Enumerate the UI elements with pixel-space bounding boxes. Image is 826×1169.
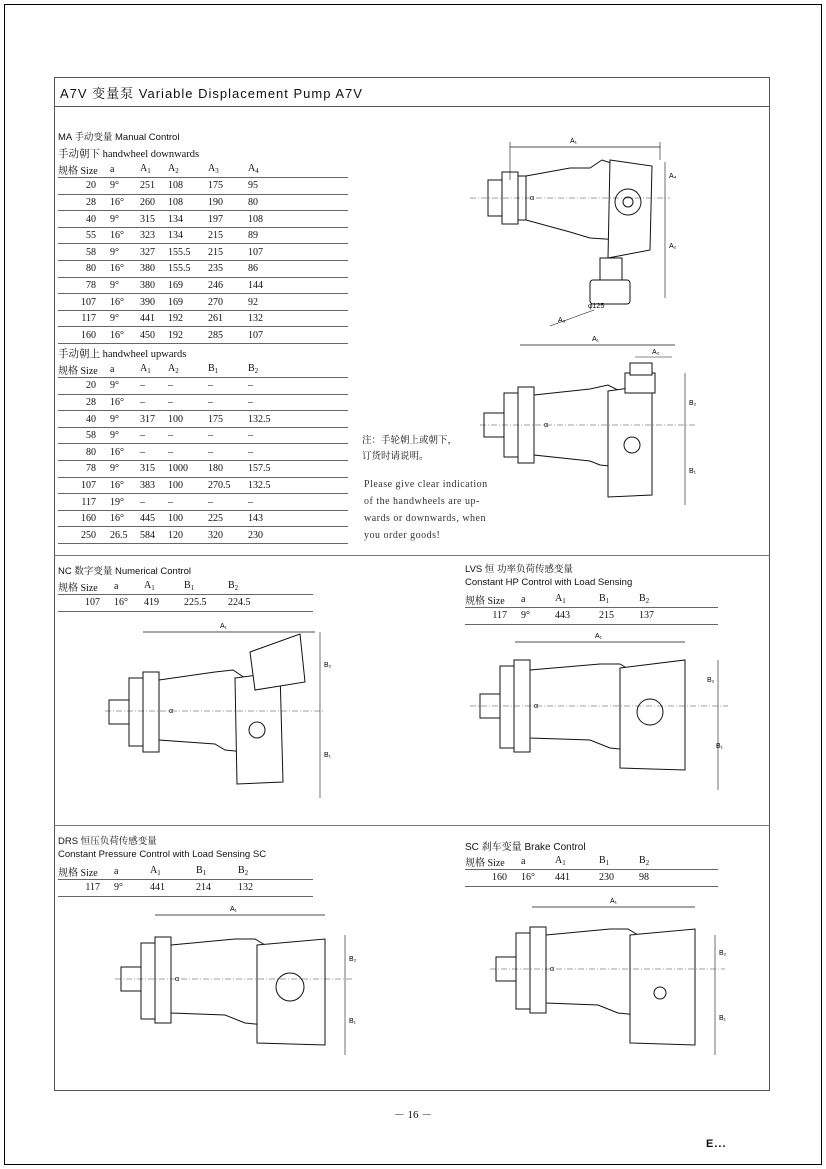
dim-label: A₃: [558, 317, 566, 324]
size-cell: 55: [58, 227, 110, 244]
column-header: $A_1$: [150, 863, 196, 880]
value-cell: 107: [248, 244, 290, 261]
value-cell: 143: [248, 510, 290, 527]
note-chinese: [362, 433, 457, 465]
value-cell: 169: [168, 294, 208, 311]
table-row: [58, 310, 348, 327]
size-cell: 58: [58, 244, 110, 261]
value-cell: 224.5: [228, 595, 272, 612]
drs-table: [58, 863, 313, 897]
value-cell: 9°: [110, 211, 140, 228]
column-header: $A_2$: [168, 161, 208, 178]
dim-label: B₁: [324, 752, 332, 759]
drs-heading: DRS 恒压负荷传感变量: [58, 836, 157, 847]
table-row: [58, 411, 348, 428]
table-header-row: [465, 591, 718, 608]
nc-table: [58, 578, 313, 612]
size-cell: 40: [58, 411, 110, 428]
value-cell: 9°: [110, 427, 140, 444]
value-cell: 89: [248, 227, 290, 244]
value-cell: 137: [639, 608, 679, 625]
note-english: [364, 476, 488, 544]
value-cell: 441: [140, 310, 168, 327]
size-cell: 117: [58, 310, 110, 327]
dim-label: α: [530, 195, 535, 202]
value-cell: 26.5: [110, 527, 140, 544]
table-row: [58, 427, 348, 444]
column-header: a: [114, 863, 150, 880]
value-cell: 9°: [110, 461, 140, 478]
value-cell: 100: [168, 411, 208, 428]
column-header: a: [521, 853, 555, 870]
table-row: [58, 261, 348, 278]
value-cell: 132.5: [248, 477, 290, 494]
value-cell: 235: [208, 261, 248, 278]
lvs-pump-drawing: [470, 630, 730, 795]
value-cell: 107: [248, 327, 290, 344]
value-cell: 445: [140, 510, 168, 527]
column-header: $A_1$: [555, 853, 599, 870]
column-header: $B_2$: [248, 361, 290, 378]
value-cell: 270.5: [208, 477, 248, 494]
value-cell: 380: [140, 261, 168, 278]
size-cell: 250: [58, 527, 110, 544]
nc-heading: NC 数字变量 Numerical Control: [58, 566, 192, 577]
value-cell: –: [140, 394, 168, 411]
value-cell: 584: [140, 527, 168, 544]
value-cell: –: [168, 394, 208, 411]
value-cell: 19°: [110, 494, 140, 511]
value-cell: 16°: [110, 477, 140, 494]
column-header: $B_1$: [196, 863, 238, 880]
value-cell: 16°: [110, 394, 140, 411]
value-cell: –: [208, 378, 248, 395]
value-cell: 215: [208, 227, 248, 244]
dim-label: B₂: [349, 956, 357, 963]
value-cell: 80: [248, 194, 290, 211]
table-header-row: [58, 578, 313, 595]
dim-label: α: [544, 422, 549, 429]
value-cell: 450: [140, 327, 168, 344]
value-cell: 315: [140, 211, 168, 228]
column-header: $B_1$: [599, 591, 639, 608]
value-cell: 169: [168, 277, 208, 294]
value-cell: 441: [555, 870, 599, 887]
table-row: [58, 510, 348, 527]
table-row: [58, 194, 348, 211]
value-cell: 175: [208, 411, 248, 428]
ma-upwards-pump-drawing: [480, 335, 705, 520]
sc-heading: SC 刹车变量 Brake Control: [465, 842, 586, 853]
value-cell: 132: [238, 880, 280, 897]
value-cell: 225: [208, 510, 248, 527]
value-cell: –: [168, 494, 208, 511]
value-cell: –: [248, 444, 290, 461]
column-header: $A_1$: [555, 591, 599, 608]
dim-label: A₁: [595, 633, 603, 640]
value-cell: 16°: [521, 870, 555, 887]
size-cell: 28: [58, 194, 110, 211]
size-cell: 160: [465, 870, 521, 887]
value-cell: –: [208, 494, 248, 511]
sc-table: [465, 853, 718, 887]
dim-label: A₁: [230, 906, 238, 913]
table-row: [58, 444, 348, 461]
column-header: a: [521, 591, 555, 608]
value-cell: 1000: [168, 461, 208, 478]
ma-down-label: 手动朝下 handwheel downwards: [58, 149, 200, 160]
value-cell: –: [140, 494, 168, 511]
column-header: a: [110, 161, 140, 178]
value-cell: 317: [140, 411, 168, 428]
column-header: a: [114, 578, 144, 595]
value-cell: 16°: [110, 227, 140, 244]
size-cell: 107: [58, 595, 114, 612]
table-row: [58, 494, 348, 511]
value-cell: 9°: [110, 310, 140, 327]
value-cell: 192: [168, 310, 208, 327]
page-number: － 16 －: [393, 1109, 433, 1121]
ma-heading: MA 手动变量 Manual Control: [58, 132, 180, 143]
ma-up-label: 手动朝上 handwheel upwards: [58, 349, 187, 360]
value-cell: 9°: [110, 244, 140, 261]
lvs-heading: LVS 恒 功率负荷传感变量: [465, 564, 574, 575]
column-header: 规格 Size: [465, 853, 521, 870]
size-cell: 160: [58, 327, 110, 344]
table-row: [58, 378, 348, 395]
column-header: $A_1$: [140, 361, 168, 378]
value-cell: –: [208, 394, 248, 411]
note-en-line: wards or downwards, when: [364, 513, 486, 524]
drs-subheading: Constant Pressure Control with Load Sensing SC: [58, 849, 267, 860]
dim-label: B₂: [324, 662, 332, 669]
value-cell: 16°: [110, 294, 140, 311]
value-cell: 108: [168, 178, 208, 195]
table-header-row: [465, 853, 718, 870]
value-cell: 270: [208, 294, 248, 311]
value-cell: 108: [168, 194, 208, 211]
column-header: $B_2$: [238, 863, 280, 880]
size-cell: 107: [58, 477, 110, 494]
value-cell: 261: [208, 310, 248, 327]
size-cell: 117: [465, 608, 521, 625]
value-cell: 16°: [110, 327, 140, 344]
value-cell: 100: [168, 477, 208, 494]
column-header: $B_1$: [184, 578, 228, 595]
dim-label: B₂: [719, 950, 727, 957]
drs-pump-drawing: [115, 905, 355, 1065]
value-cell: 134: [168, 227, 208, 244]
size-cell: 28: [58, 394, 110, 411]
size-cell: 40: [58, 211, 110, 228]
column-header: $A_3$: [208, 161, 248, 178]
column-header: $A_4$: [248, 161, 290, 178]
value-cell: 215: [599, 608, 639, 625]
value-cell: 9°: [521, 608, 555, 625]
section-divider: [54, 555, 770, 556]
value-cell: 251: [140, 178, 168, 195]
note-cn-line: 订货时请说明。: [362, 451, 429, 462]
dim-label: B₁: [349, 1018, 357, 1025]
value-cell: 16°: [110, 194, 140, 211]
value-cell: 214: [196, 880, 238, 897]
lvs-table: [465, 591, 718, 625]
size-cell: 117: [58, 880, 114, 897]
value-cell: 16°: [110, 261, 140, 278]
ma-downwards-pump-drawing: [470, 130, 695, 330]
note-en-line: of the handwheels are up-: [364, 496, 480, 507]
dim-label: α: [169, 708, 174, 715]
value-cell: –: [248, 378, 290, 395]
note-en-line: Please give clear indication: [364, 479, 488, 490]
column-header: 规格 Size: [58, 161, 110, 178]
sc-pump-drawing: [490, 895, 730, 1065]
value-cell: 95: [248, 178, 290, 195]
value-cell: –: [248, 394, 290, 411]
dim-label: α: [534, 703, 539, 710]
value-cell: –: [248, 427, 290, 444]
dim-label: A₂: [652, 349, 660, 356]
value-cell: –: [168, 378, 208, 395]
value-cell: –: [208, 427, 248, 444]
value-cell: 285: [208, 327, 248, 344]
dim-label: A₂: [669, 243, 677, 250]
size-cell: 80: [58, 261, 110, 278]
table-row: [58, 244, 348, 261]
dim-label: B₁: [689, 468, 697, 475]
table-row: [58, 227, 348, 244]
value-cell: 215: [208, 244, 248, 261]
value-cell: –: [208, 444, 248, 461]
value-cell: 246: [208, 277, 248, 294]
value-cell: 419: [144, 595, 184, 612]
note-en-line: you order goods!: [364, 530, 441, 541]
value-cell: 108: [248, 211, 290, 228]
size-cell: 20: [58, 178, 110, 195]
table-header-row: [58, 863, 313, 880]
value-cell: –: [140, 378, 168, 395]
dim-label: α: [175, 976, 180, 983]
value-cell: 144: [248, 277, 290, 294]
value-cell: 9°: [110, 277, 140, 294]
value-cell: 441: [150, 880, 196, 897]
column-header: $A_1$: [140, 161, 168, 178]
table-row: [58, 394, 348, 411]
value-cell: 86: [248, 261, 290, 278]
value-cell: 9°: [110, 178, 140, 195]
value-cell: 9°: [114, 880, 150, 897]
section-divider: [54, 825, 770, 826]
value-cell: 230: [248, 527, 290, 544]
column-header: $A_2$: [168, 361, 208, 378]
column-header: $B_2$: [639, 591, 679, 608]
value-cell: 327: [140, 244, 168, 261]
value-cell: 155.5: [168, 244, 208, 261]
lvs-subheading: Constant HP Control with Load Sensing: [465, 577, 633, 588]
value-cell: –: [168, 444, 208, 461]
size-cell: 78: [58, 277, 110, 294]
value-cell: 132: [248, 310, 290, 327]
value-cell: 315: [140, 461, 168, 478]
value-cell: 380: [140, 277, 168, 294]
table-row: [58, 461, 348, 478]
value-cell: –: [168, 427, 208, 444]
size-cell: 80: [58, 444, 110, 461]
value-cell: 134: [168, 211, 208, 228]
ma-down-table: [58, 161, 348, 344]
size-cell: 117: [58, 494, 110, 511]
dim-label: A₁: [220, 623, 228, 630]
value-cell: 16°: [114, 595, 144, 612]
column-header: 规格 Size: [465, 591, 521, 608]
value-cell: 320: [208, 527, 248, 544]
column-header: 规格 Size: [58, 578, 114, 595]
table-row: [58, 595, 313, 612]
value-cell: 192: [168, 327, 208, 344]
table-row: [58, 880, 313, 897]
value-cell: 383: [140, 477, 168, 494]
note-cn-line: 注：手轮朝上或朝下，: [362, 435, 458, 446]
page-title: A7V 变量泵 Variable Displacement Pump A7V: [60, 86, 363, 101]
size-cell: 107: [58, 294, 110, 311]
value-cell: 260: [140, 194, 168, 211]
column-header: $B_1$: [599, 853, 639, 870]
value-cell: 9°: [110, 411, 140, 428]
value-cell: 100: [168, 510, 208, 527]
value-cell: 323: [140, 227, 168, 244]
column-header: 规格 Size: [58, 863, 114, 880]
dim-label: B₁: [719, 1015, 727, 1022]
dim-label: α: [550, 966, 555, 973]
value-cell: 120: [168, 527, 208, 544]
value-cell: 92: [248, 294, 290, 311]
table-row: [465, 608, 718, 625]
value-cell: 443: [555, 608, 599, 625]
value-cell: 390: [140, 294, 168, 311]
dim-label: φ125: [588, 303, 605, 310]
column-header: 规格 Size: [58, 361, 110, 378]
value-cell: 132.5: [248, 411, 290, 428]
size-cell: 58: [58, 427, 110, 444]
value-cell: 197: [208, 211, 248, 228]
column-header: $A_1$: [144, 578, 184, 595]
table-row: [58, 327, 348, 344]
column-header: $B_2$: [639, 853, 679, 870]
nc-pump-drawing: [105, 612, 330, 817]
table-row: [58, 477, 348, 494]
column-header: $B_2$: [228, 578, 272, 595]
value-cell: –: [140, 427, 168, 444]
table-row: [58, 178, 348, 195]
value-cell: 98: [639, 870, 679, 887]
value-cell: –: [248, 494, 290, 511]
size-cell: 20: [58, 378, 110, 395]
dim-label: B₂: [689, 400, 697, 407]
table-row: [58, 211, 348, 228]
value-cell: 16°: [110, 444, 140, 461]
value-cell: 225.5: [184, 595, 228, 612]
dim-label: A₁: [610, 898, 618, 905]
value-cell: 180: [208, 461, 248, 478]
size-cell: 78: [58, 461, 110, 478]
table-row: [465, 870, 718, 887]
value-cell: 9°: [110, 378, 140, 395]
dim-label: A₄: [669, 173, 677, 180]
table-row: [58, 527, 348, 544]
dim-label: A₁: [570, 138, 578, 145]
table-header-row: [58, 361, 348, 378]
value-cell: 155.5: [168, 261, 208, 278]
dim-label: B₁: [716, 743, 724, 750]
column-header: a: [110, 361, 140, 378]
table-header-row: [58, 161, 348, 178]
dim-label: A₁: [592, 336, 600, 343]
table-row: [58, 277, 348, 294]
title-bar: [54, 77, 770, 107]
ma-up-table: [58, 361, 348, 544]
value-cell: 157.5: [248, 461, 290, 478]
table-row: [58, 294, 348, 311]
value-cell: 16°: [110, 510, 140, 527]
value-cell: 190: [208, 194, 248, 211]
column-header: $B_1$: [208, 361, 248, 378]
value-cell: –: [140, 444, 168, 461]
size-cell: 160: [58, 510, 110, 527]
dim-label: B₂: [707, 677, 715, 684]
brand-logo: E...: [706, 1138, 727, 1150]
value-cell: 230: [599, 870, 639, 887]
value-cell: 175: [208, 178, 248, 195]
